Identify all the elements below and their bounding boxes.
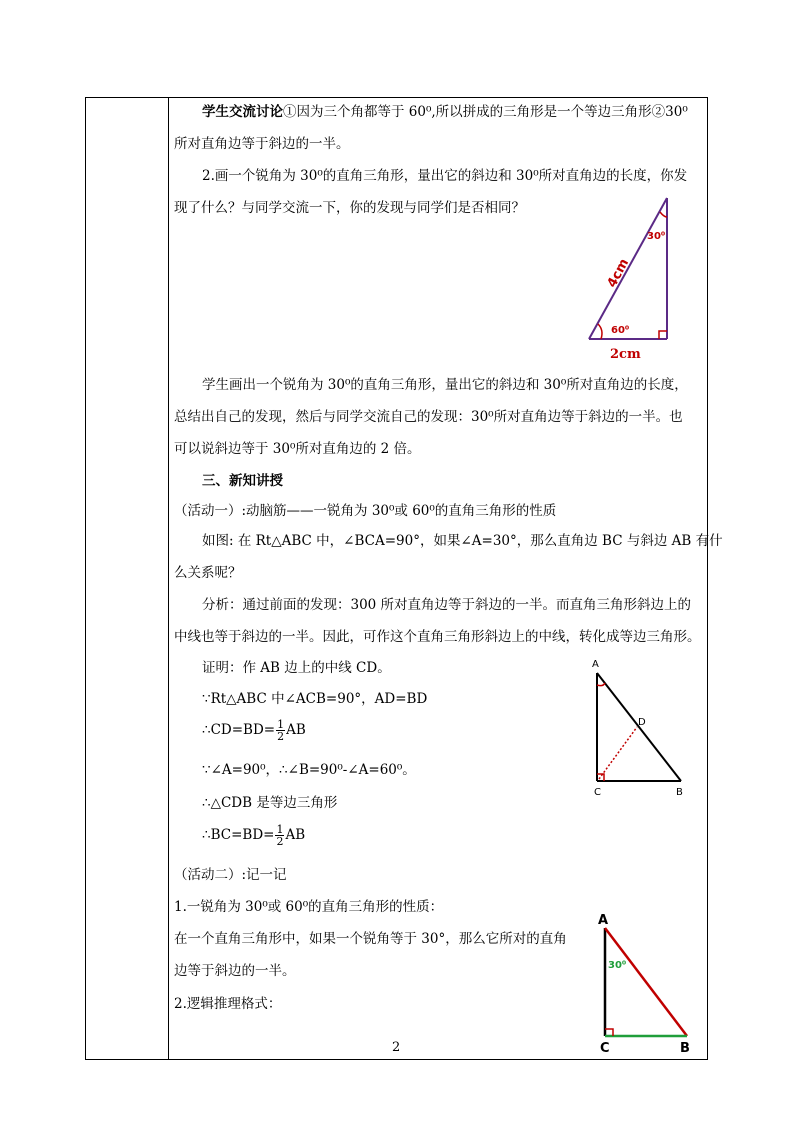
activity1-heading: （活动一）:动脑筋——一锐角为 30⁰或 60⁰的直角三角形的性质 bbox=[174, 503, 557, 519]
fig3-label-b: B bbox=[680, 1041, 690, 1056]
fraction-numerator: 1 bbox=[276, 823, 284, 836]
column-divider bbox=[168, 98, 169, 1059]
p2-line1: 2.画一个锐角为 30⁰的直角三角形，量出它的斜边和 30⁰所对直角边的长度，你发 bbox=[202, 168, 688, 184]
p3-line3: 可以说斜边等于 30⁰所对直角边的 2 倍。 bbox=[174, 441, 421, 457]
fraction-denominator: 2 bbox=[277, 730, 285, 743]
section-heading: 三、新知讲授 bbox=[202, 473, 283, 489]
figure-triangle-median bbox=[585, 655, 695, 805]
proof-step6-text: ∴BC=BD= bbox=[202, 827, 275, 843]
fig2-label-d: D bbox=[638, 717, 646, 728]
fig2-label-c: C bbox=[594, 787, 601, 798]
page-number: 2 bbox=[392, 1040, 401, 1055]
proof-step1: 证明：作 AB 边上的中线 CD。 bbox=[202, 660, 391, 676]
property-line1: 在一个直角三角形中，如果一个锐角等于 30°，那么它所对的直角 bbox=[174, 931, 567, 947]
logic-format: 2.逻辑推理格式： bbox=[174, 996, 282, 1012]
p2-line2: 现了什么？与同学交流一下，你的发现与同学们是否相同？ bbox=[174, 200, 525, 216]
fig1-bottom-angle-arc bbox=[598, 324, 602, 339]
figure-triangle-measured bbox=[580, 190, 680, 365]
proof-step2: ∵Rt△ABC 中∠ACB=90°，AD=BD bbox=[202, 691, 428, 707]
fig1-base-label: 2cm bbox=[610, 347, 641, 362]
analysis-line2: 中线也等于斜边的一半。因此，可作这个直角三角形斜边上的中线，转化成等边三角形。 bbox=[174, 629, 701, 645]
fig2-label-b: B bbox=[676, 787, 683, 798]
fraction-half bbox=[276, 719, 285, 742]
figure-triangle-colored bbox=[593, 910, 703, 1060]
p1-line1 bbox=[202, 102, 688, 122]
p3-line1: 学生画出一个锐角为 30⁰的直角三角形，量出它的斜边和 30⁰所对直角边的长度， bbox=[202, 377, 688, 393]
fig3-side-ab bbox=[605, 928, 687, 1036]
proof-step4: ∵∠A=90⁰，∴∠B=90⁰-∠A=60⁰。 bbox=[202, 762, 416, 778]
fig2-right-angle-mark bbox=[597, 774, 604, 781]
property-title: 1.一锐角为 30⁰或 60⁰的直角三角形的性质： bbox=[174, 899, 444, 915]
fig3-label-a: A bbox=[598, 913, 609, 928]
proof-step3-text: ∴CD=BD= bbox=[202, 722, 276, 738]
proof-step3 bbox=[202, 719, 306, 742]
fig2-angle-arc-a bbox=[597, 683, 605, 686]
fig2-median-cd bbox=[599, 727, 637, 779]
fig1-bottom-angle-label: 60⁰ bbox=[611, 325, 630, 336]
fig3-label-c: C bbox=[600, 1041, 610, 1056]
question-line2: 么关系呢？ bbox=[174, 565, 242, 581]
fraction-denominator: 2 bbox=[276, 835, 284, 848]
p3-line2: 总结出自己的发现，然后与同学交流自己的发现：30⁰所对直角边等于斜边的一半。也 bbox=[174, 409, 683, 425]
question-line1: 如图: 在 Rt△ABC 中，∠BCA=90°，如果∠A=30°，那么直角边 BC 与斜边 AB 有什 bbox=[202, 533, 723, 549]
fig1-hyp-label: 4cm bbox=[604, 256, 633, 291]
fig1-top-angle-arc bbox=[660, 212, 667, 217]
proof-step6 bbox=[202, 824, 305, 847]
p1-line2: 所对直角边等于斜边的一半。 bbox=[174, 136, 350, 152]
fraction-numerator: 1 bbox=[277, 718, 285, 731]
proof-step5: ∴△CDB 是等边三角形 bbox=[202, 795, 338, 811]
fraction-half bbox=[275, 824, 284, 847]
activity2-heading: （活动二）:记一记 bbox=[174, 867, 287, 883]
fig3-angle-label: 30⁰ bbox=[608, 960, 627, 971]
p1-rest: ①因为三个角都等于 60⁰,所以拼成的三角形是一个等边三角形②30⁰ bbox=[283, 104, 688, 120]
proof-step6-ab: AB bbox=[285, 827, 306, 843]
fig1-right-angle-mark bbox=[659, 331, 667, 339]
fig2-label-a: A bbox=[592, 659, 599, 670]
fig1-top-angle-label: 30⁰ bbox=[647, 231, 666, 242]
p1-bold: 学生交流讨论 bbox=[202, 104, 283, 120]
proof-step3-ab: AB bbox=[286, 722, 306, 738]
property-line2: 边等于斜边的一半。 bbox=[174, 963, 296, 979]
analysis-line1: 分析：通过前面的发现：300 所对直角边等于斜边的一半。而直角三角形斜边上的 bbox=[202, 597, 692, 613]
